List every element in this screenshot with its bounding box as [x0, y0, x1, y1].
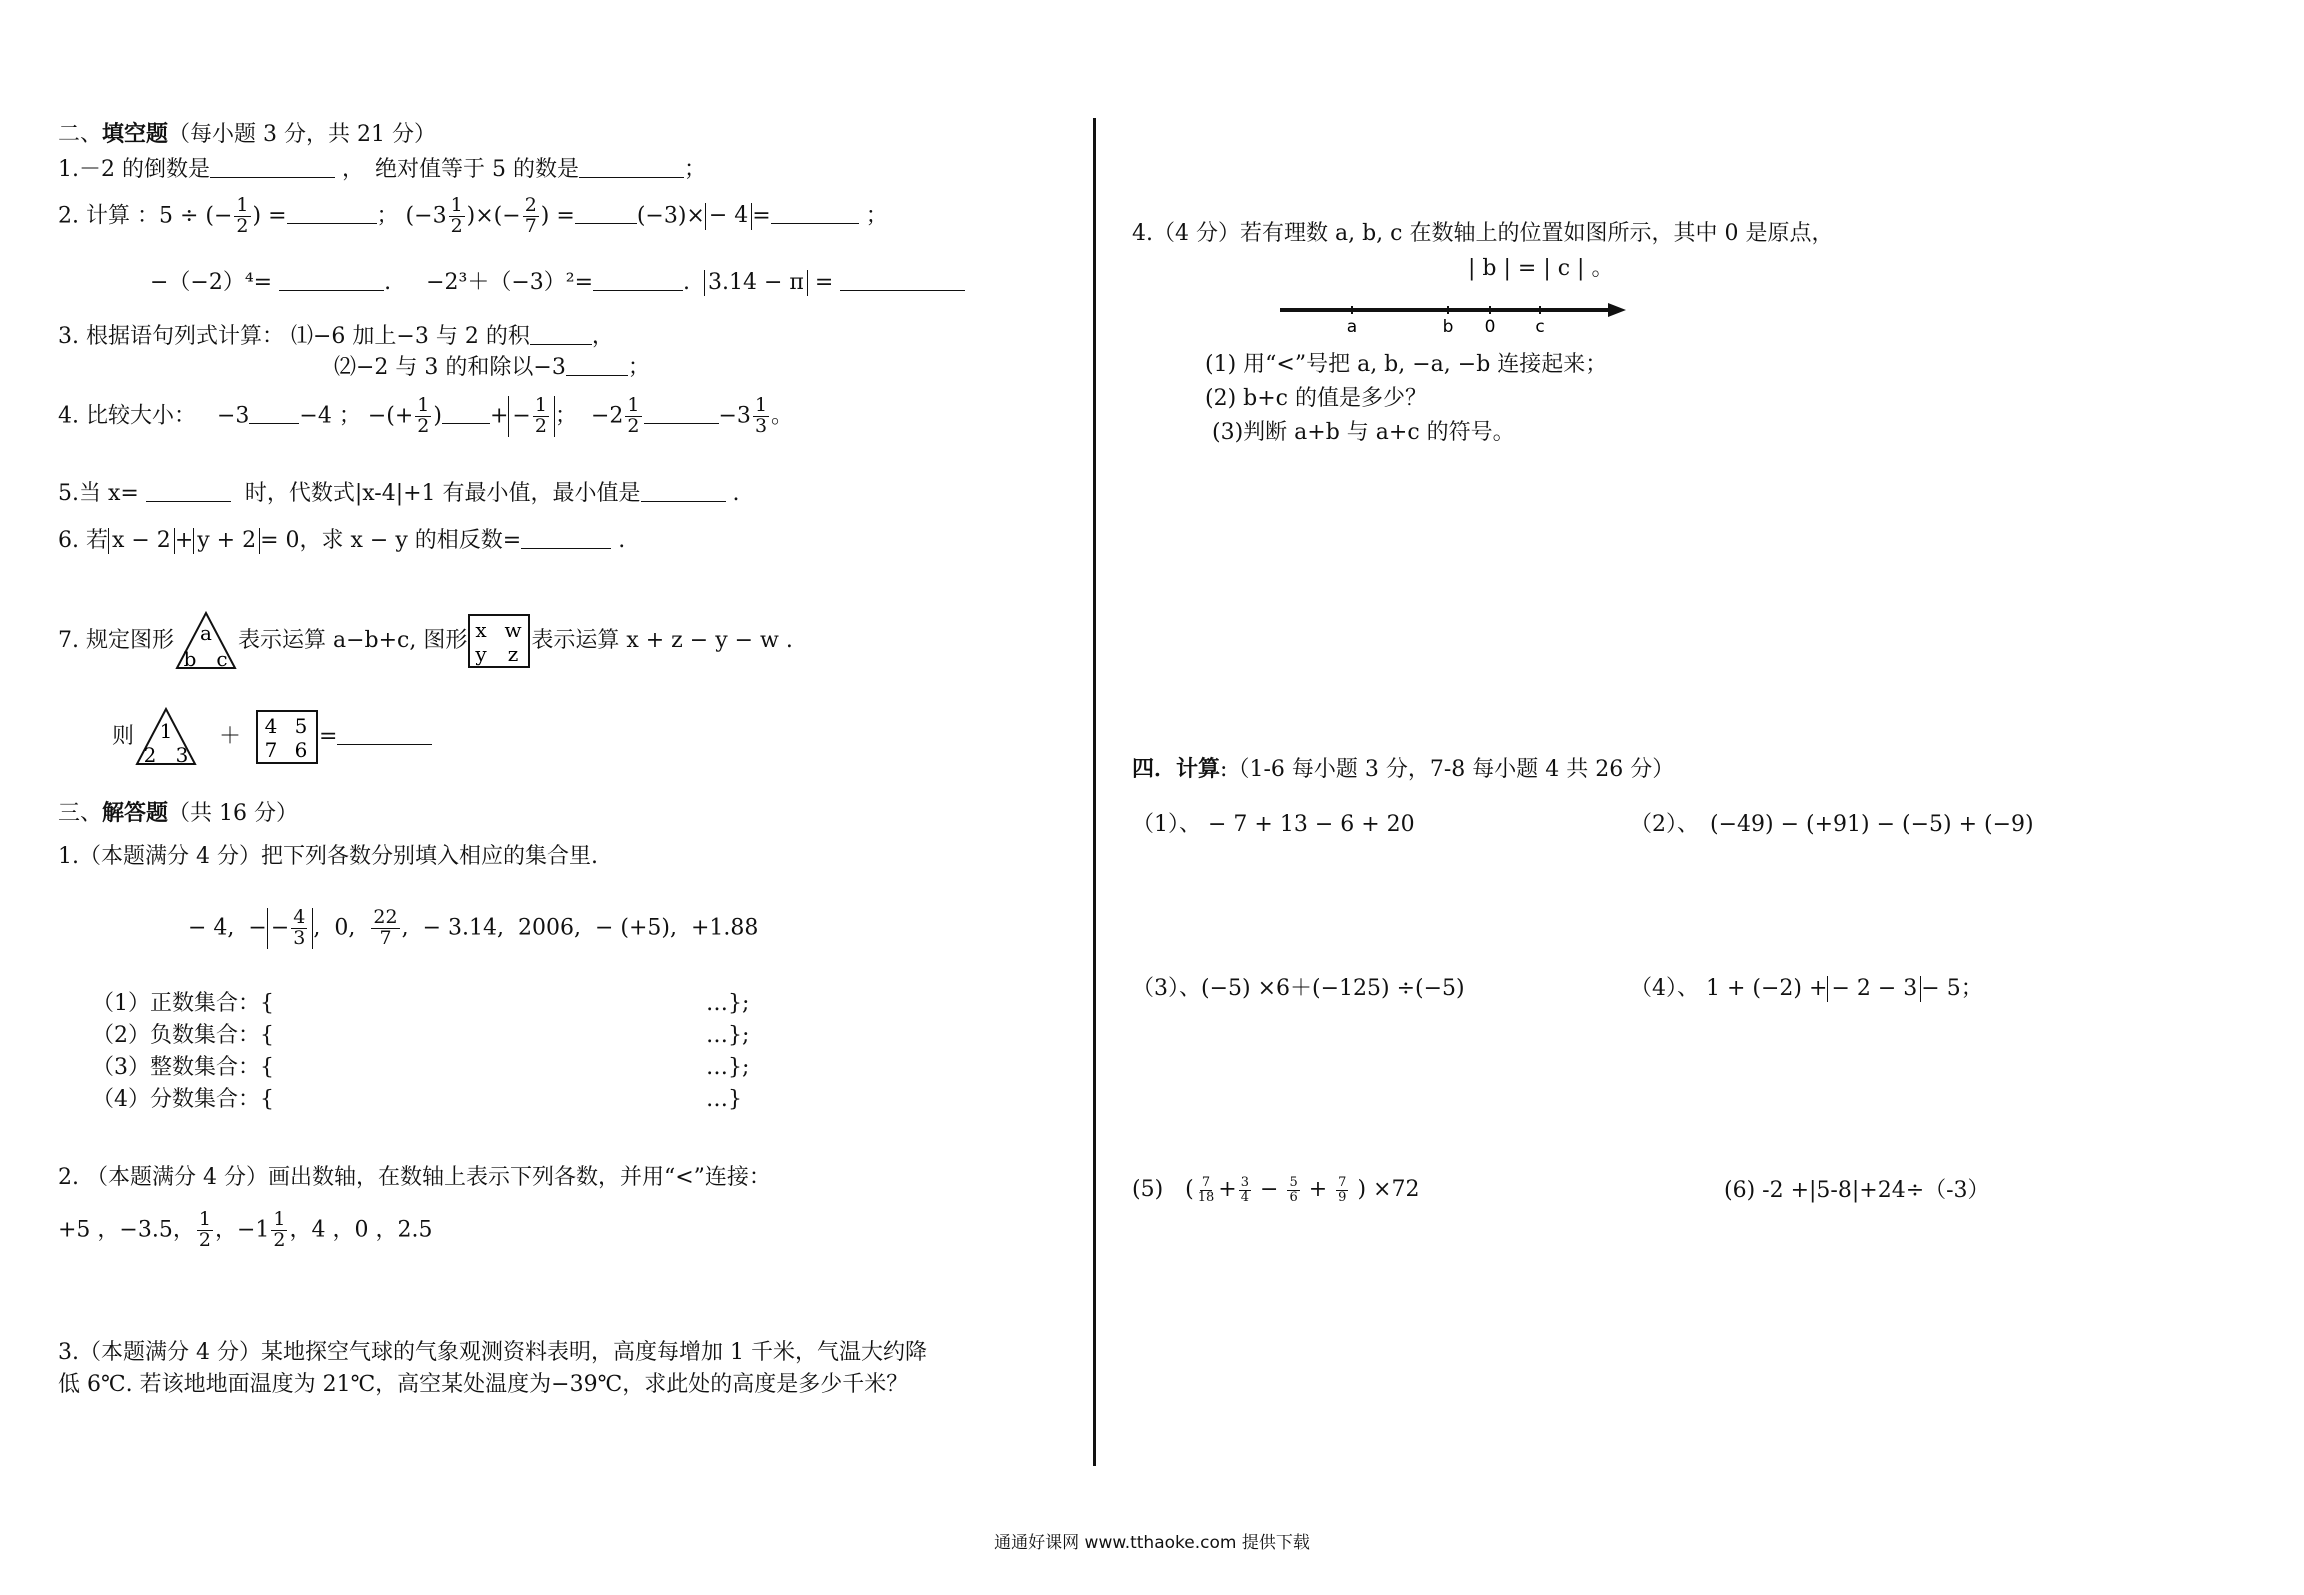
answer-blank[interactable] [593, 268, 683, 291]
fill-question-4: 4. 比较大小： −3 −4 ； −(+ $\frac{1}{2}$ ) + − $\frac{1}{2}$ ； −2 $\frac{1}{2}$ −3 $\frac{1}{3}$ 。 [58, 394, 794, 437]
answer-blank[interactable] [644, 401, 719, 424]
right-question-4-part-3: (3)判断 a+b 与 a+c 的符号。 [1212, 420, 1515, 445]
answer-blank[interactable] [146, 479, 231, 502]
answer-blank[interactable] [287, 201, 377, 224]
fill-question-7: 7. 规定图形 a b c 表示运算 a−b+c, 图形 x w y z 表示运算 x + z − y − w . [58, 610, 793, 672]
right-question-4-part-1: (1) 用“<”号把 a, b, −a, −b 连接起来； [1205, 352, 1608, 377]
problem-3-line-2: 低 6℃. 若该地地面温度为 21℃，高空某处温度为−39℃，求此处的高度是多少千米？ [58, 1372, 909, 1397]
fraction: $\frac{2}{7}$ [524, 194, 537, 237]
problem-2: 2. （本题满分 4 分）画出数轴，在数轴上表示下列各数，并用“<”连接： [58, 1165, 771, 1190]
fraction: $\frac{1}{2}$ [273, 1208, 286, 1251]
svg-text:w: w [504, 618, 522, 642]
answer-blank[interactable] [579, 155, 684, 178]
set-row: （4）分数集合：{ [92, 1087, 274, 1112]
svg-text:c: c [216, 647, 228, 671]
problem-3-line-1: 3.（本题满分 4 分）某地探空气球的气象观测资料表明，高度每增加 1 千米，气温大约降 [58, 1340, 927, 1365]
svg-text:7: 7 [264, 738, 278, 762]
fill-question-3-part-2: ⑵−2 与 3 的和除以−3 ； [334, 355, 650, 380]
svg-text:1: 1 [159, 719, 173, 743]
number-line [1278, 296, 1630, 336]
svg-text:b: b [183, 647, 197, 671]
problem-1: 1.（本题满分 4 分）把下列各数分别填入相应的集合里. [58, 844, 598, 869]
right-question-4: 4.（4 分）若有理数 a, b, c 在数轴上的位置如图所示，其中 0 是原点， [1132, 221, 1834, 246]
set-row: （1）正数集合：{ [92, 991, 274, 1016]
answer-blank[interactable] [442, 401, 490, 424]
triangle-figure [174, 610, 238, 672]
absolute-value: − 2 − 3 [1827, 976, 1921, 1002]
calc-5: (5) ( $\frac{7}{18}$ + $\frac{3}{4}$ − $\frac{5}{6}$ + $\frac{7}{9}$ ) ×72 [1132, 1175, 1420, 1205]
fraction: $\frac{1}{2}$ [417, 394, 430, 437]
absolute-value: − $\frac{4}{3}$ [267, 908, 314, 949]
fraction: $\frac{3}{4}$ [1240, 1175, 1250, 1205]
answer-blank[interactable] [566, 353, 628, 376]
set-row-end: …} [706, 1087, 742, 1112]
absolute-value: − 4 [705, 203, 752, 229]
svg-text:y: y [475, 642, 488, 666]
answer-blank[interactable] [530, 322, 592, 345]
fill-question-3: 3. 根据语句列式计算： ⑴−6 加上−3 与 2 的积 ， [58, 324, 614, 349]
fraction: $\frac{5}{6}$ [1289, 1175, 1298, 1205]
fraction: $\frac{22}{7}$ [373, 906, 398, 949]
answer-blank[interactable] [279, 268, 384, 291]
calc-4: （4）、 1 + (−2) + − 2 − 3 − 5； [1630, 976, 1983, 1001]
absolute-value: 3.14 − π [704, 270, 808, 296]
column-divider [1093, 118, 1096, 1466]
svg-text:a: a [200, 621, 212, 645]
answer-blank[interactable] [249, 401, 299, 424]
fill-question-1: 1.－2 的倒数是 ， 绝对值等于 5 的数是 ； [58, 157, 706, 182]
svg-text:2: 2 [143, 743, 157, 767]
axis-label-b: b [1442, 317, 1454, 336]
calc-2: （2）、 (−49) − (+91) − (−5) + (−9) [1630, 812, 2034, 837]
fill-question-5: 5.当 x= 时，代数式|x-4|+1 有最小值，最小值是 . [58, 481, 740, 506]
answer-blank[interactable] [840, 268, 965, 291]
fill-question-6: 6. 若 x − 2 + y + 2 = 0，求 x − y 的相反数= . [58, 528, 626, 553]
right-question-4-condition: | b | = | c | 。 [1468, 256, 1614, 281]
axis-label-a: a [1346, 317, 1358, 336]
svg-text:4: 4 [264, 714, 278, 738]
absolute-value: x − 2 [108, 528, 175, 554]
fill-question-2: 2. 计算 ：5 ÷ (− $\frac{1}{2}$ ) = ； (−3 $\frac{1}{2}$ )×(− $\frac{2}{7}$ ) = (−3)× − 4 = ； [58, 194, 888, 237]
problem-2-numbers: +5 ，−3.5， $\frac{1}{2}$ ，−1 $\frac{1}{2}$ ，4 ，0 ，2.5 [58, 1208, 433, 1251]
calc-3: （3）、(−5) ×6＋(−125) ÷(−5) [1132, 976, 1465, 1001]
set-row-end: …}; [706, 1023, 750, 1048]
fraction: $\frac{1}{2}$ [236, 194, 249, 237]
svg-text:z: z [508, 642, 519, 666]
absolute-value: y + 2 [193, 528, 260, 554]
svg-text:3: 3 [175, 743, 189, 767]
calc-1: （1）、 − 7 + 13 − 6 + 20 [1132, 812, 1415, 837]
svg-text:5: 5 [294, 714, 308, 738]
answer-blank[interactable] [771, 201, 859, 224]
answer-blank[interactable] [521, 526, 611, 549]
fill-question-2-row-2: −（−2）⁴= . −2³＋（−3）²= . 3.14 − π = [150, 268, 965, 296]
fraction: $\frac{1}{2}$ [627, 394, 640, 437]
square-figure [255, 709, 319, 765]
absolute-value: − $\frac{1}{2}$ [508, 396, 555, 437]
set-row-end: …}; [706, 991, 750, 1016]
fraction: $\frac{1}{2}$ [198, 1208, 211, 1251]
right-question-4-part-2: (2) b+c 的值是多少？ [1205, 386, 1427, 411]
footer-credit: 通通好课网 www.tthaoke.com 提供下载 [994, 1533, 1310, 1553]
answer-blank[interactable] [210, 155, 335, 178]
section-2-heading: 二、填空题（每小题 3 分，共 21 分） [58, 121, 436, 147]
axis-label-c: c [1535, 317, 1545, 336]
set-row: （2）负数集合：{ [92, 1023, 274, 1048]
triangle-figure [134, 706, 198, 768]
fraction: $\frac{1}{2}$ [450, 194, 463, 237]
calc-6: (6) -2 +|5-8|+24÷（-3） [1724, 1178, 1990, 1203]
set-row: （3）整数集合：{ [92, 1055, 274, 1080]
fraction: $\frac{7}{18}$ [1197, 1175, 1215, 1205]
answer-blank[interactable] [641, 479, 726, 502]
section-3-heading: 三、解答题（共 16 分） [58, 800, 299, 826]
svg-text:x: x [475, 618, 487, 642]
square-figure [467, 613, 531, 669]
fraction: $\frac{7}{9}$ [1338, 1175, 1347, 1205]
fill-question-7-row-2: 则 1 2 3 ＋ 4 5 7 6 = [112, 706, 432, 768]
set-row-end: …}; [706, 1055, 750, 1080]
section-4-heading: 四．计算:（1-6 每小题 3 分，7-8 每小题 4 共 26 分） [1132, 756, 1675, 782]
svg-text:6: 6 [294, 738, 308, 762]
answer-blank[interactable] [337, 722, 432, 745]
axis-label-0: 0 [1484, 317, 1496, 336]
fraction: $\frac{1}{3}$ [754, 394, 768, 437]
answer-blank[interactable] [575, 201, 637, 224]
problem-1-numbers: − 4, − − $\frac{4}{3}$ , 0, $\frac{22}{7}$ , − 3.14, 2006, − (+5), +1.88 [188, 906, 759, 949]
